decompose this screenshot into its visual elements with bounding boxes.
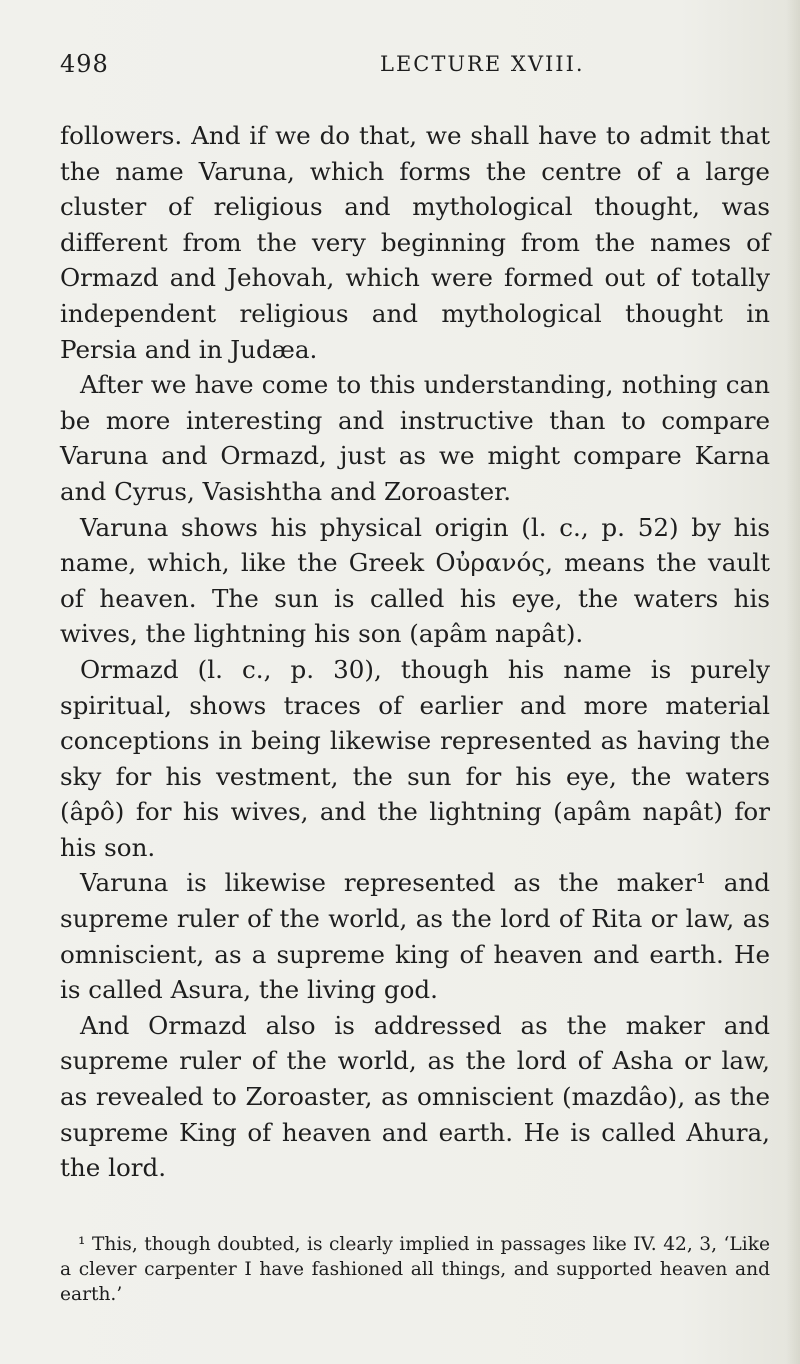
body-text: [60, 118, 770, 1186]
page-edge-shadow: [786, 0, 800, 1364]
paragraph-2: After we have come to this understanding, nothing can be more interesting and instructive than to compare Varuna and Ormazd, just as we might compare Karna and Cyrus, Vasishtha and Zoroaster.: [60, 370, 770, 506]
running-head: LECTURE XVIII.: [380, 52, 585, 76]
paragraph-1: followers. And if we do that, we shall have to admit that the name Varuna, which forms the centre of a large cluster of religious and mythological thought, was different from the very beginning from the names of Ormazd and Jehovah, which were formed out of totally independent religious and mythological thought in Persia and in Judæa.: [60, 121, 770, 364]
paragraph-3: Varuna shows his physical origin (l. c., p. 52) by his name, which, like the Greek Οὐρανός, means the vault of heaven. The sun is called his eye, the waters his wives, the lightning his son (apâm napât).: [60, 512, 770, 649]
paragraph-4: Ormazd (l. c., p. 30), though his name is purely spiritual, shows traces of earlier and more material conceptions in being likewise represented as having the sky for his vestment, the sun for his eye, the waters (âpô) for his wives, and the lightning (apâm napât) for his son.: [60, 654, 770, 862]
page-header: [60, 50, 760, 90]
paragraph-5: Varuna is likewise represented as the maker¹ and supreme ruler of the world, as the lord of Rita or law, as omniscient, as a supreme king of heaven and earth. He is called Asura, the living god.: [60, 868, 770, 1005]
footnote-1: ¹ This, though doubted, is clearly implied in passages like IV. 42, 3, ‘Like a clever carpenter I have fashioned all things, and supported heaven and earth.’: [60, 1234, 770, 1305]
footnotes: [60, 1232, 770, 1307]
page-number: 498: [60, 50, 109, 78]
paragraph-6: And Ormazd also is addressed as the maker and supreme ruler of the world, as the lord of Asha or law, as revealed to Zoroaster, as omniscient (mazdâo), as the supreme King of heaven and earth. He is called Ahura, the lord.: [60, 1010, 770, 1183]
